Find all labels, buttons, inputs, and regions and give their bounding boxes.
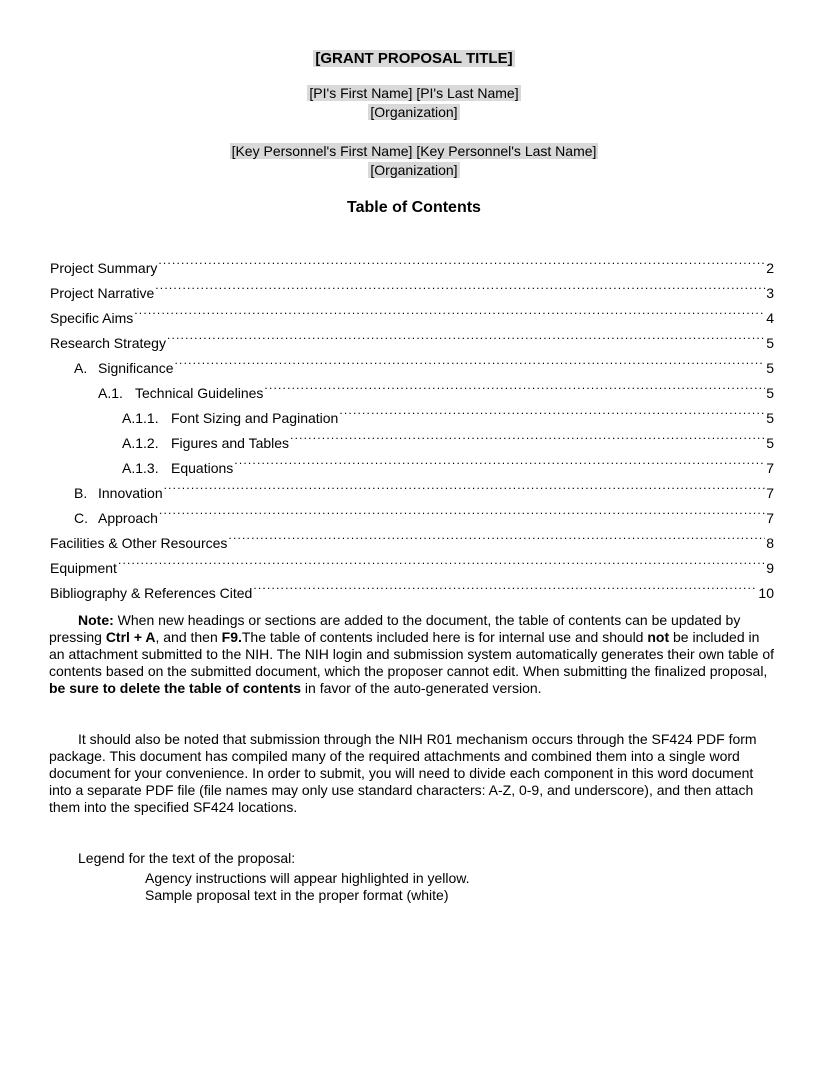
toc-entry-number: A. [74,360,88,376]
note-key-4: be sure to delete the table of contents [49,680,302,696]
pi-name-line [0,84,828,103]
toc-leader-dots [167,323,765,348]
toc-entry-number: A.1.3. [122,460,159,476]
key-personnel-org-line [0,161,828,180]
legend-title: Legend for the text of the proposal: [78,850,296,866]
legend-item: Sample proposal text in the proper format (white) [145,887,449,903]
toc-entry-label: Equipment [50,560,117,576]
toc-leader-dots [158,248,765,273]
toc-entry-label: Font Sizing and Pagination [171,410,339,426]
toc-entry-page: 9 [766,560,774,576]
toc-leader-dots [118,548,765,573]
toc-entry-label: Equations [171,460,234,476]
toc-leader-dots [253,573,757,598]
note-text-2: , and then [155,629,222,645]
toc-entry-page: 5 [766,360,774,376]
toc-entry-label: Facilities & Other Resources [50,535,228,551]
toc-entry-label: Research Strategy [50,335,166,351]
toc-entry-page: 10 [758,585,774,601]
toc-leader-dots [234,448,765,473]
toc-entry-label: Significance [98,360,174,376]
toc-entry-page: 2 [766,260,774,276]
submission-paragraph: It should also be noted that submission through the NIH R01 mechanism occurs through the SF424 PDF form package. This document has compiled many of the required attachments and combined them into a single word document for your convenience. In order to submit, you will need to divide each component in this word document into a separate PDF file (file names may only use standard characters: A-Z, 0-9, and underscore), and then attach them into the specified SF424 locations. [49,731,757,815]
note-text-1: When new headings or sections are added to the document, the table of contents can be updated by pressing [49,612,741,645]
toc-entry[interactable] [50,573,774,601]
proposal-title-line [0,49,828,69]
toc-entry[interactable] [50,498,774,526]
pi-organization: [Organization] [370,104,458,120]
proposal-title: [GRANT PROPOSAL TITLE] [315,50,513,67]
toc-entry[interactable] [50,323,774,351]
note-text-3: The table of contents included here is for internal use and should [241,629,648,645]
note-paragraph [49,612,777,697]
toc-leader-dots [175,348,766,373]
legend-item: Agency instructions will appear highlighted in yellow. [145,870,470,886]
toc-entry[interactable] [50,523,774,551]
toc-leader-dots [164,473,766,498]
toc-leader-dots [290,423,765,448]
key-personnel-organization: [Organization] [370,162,458,178]
toc-entry-label: Specific Aims [50,310,134,326]
toc-entry-number: A.1.1. [122,410,159,426]
toc-leader-dots [228,523,765,548]
toc-entry-number: B. [74,485,88,501]
toc-entry-label: Innovation [98,485,163,501]
toc-entry-number: A.1. [98,385,123,401]
toc-entry-page: 4 [766,310,774,326]
toc-leader-dots [134,298,765,323]
toc-entry-page: 3 [766,285,774,301]
toc-leader-dots [159,498,765,523]
toc-entry-page: 7 [766,510,774,526]
pi-org-line [0,103,828,122]
toc-heading: Table of Contents [347,199,481,216]
note-label: Note: [78,612,114,628]
pi-name: [PI's First Name] [PI's Last Name] [309,85,519,101]
toc-entry-label: Technical Guidelines [135,385,264,401]
toc-entry-label: Bibliography & References Cited [50,585,253,601]
key-personnel-name: [Key Personnel's First Name] [Key Personnel's Last Name] [231,143,597,159]
toc-entry[interactable] [50,548,774,576]
note-text-5: in favor of the auto-generated version. [301,680,542,696]
toc-entry-page: 5 [766,435,774,451]
toc-entry-number: C. [74,510,88,526]
toc-entry-label: Project Narrative [50,285,155,301]
note-key-2: F9. [221,629,242,645]
toc-entry-page: 7 [766,485,774,501]
note-key-1: Ctrl + A [105,629,156,645]
toc-leader-dots [339,398,765,423]
toc-entry-label: Figures and Tables [171,435,290,451]
toc-leader-dots [264,373,765,398]
toc-entry-page: 8 [766,535,774,551]
toc-entry-number: A.1.2. [122,435,159,451]
table-of-contents [50,248,774,601]
key-personnel-name-line [0,142,828,161]
toc-entry-page: 5 [766,410,774,426]
toc-entry[interactable] [50,273,774,301]
toc-entry-label: Approach [98,510,158,526]
toc-entry-label: Project Summary [50,260,158,276]
toc-leader-dots [155,273,765,298]
toc-entry-page: 7 [766,460,774,476]
toc-entry[interactable] [50,248,774,276]
note-text-4: be included in an attachment submitted to the NIH. The NIH login and submission system automatically generates their own table of contents based on the submitted document, which the proposer cannot edit. When submitting the finalized proposal, [49,629,774,679]
toc-entry-page: 5 [766,385,774,401]
toc-entry-page: 5 [766,335,774,351]
toc-entry[interactable] [50,298,774,326]
note-key-3: not [647,629,670,645]
